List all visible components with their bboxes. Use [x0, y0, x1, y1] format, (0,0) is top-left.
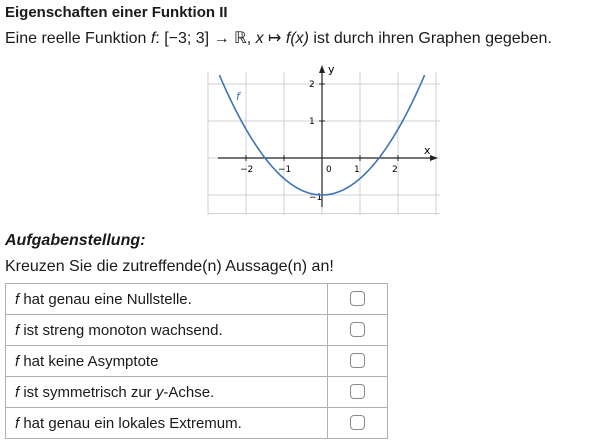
option-checkbox-cell	[328, 346, 388, 377]
option-checkbox[interactable]	[350, 384, 365, 399]
task-instruction: Kreuzen Sie die zutreffende(n) Aussage(n) an!	[5, 258, 334, 275]
option-statement: hat genau ein lokales Extremum.	[19, 414, 242, 432]
option-statement: ist symmetrisch zur	[19, 383, 156, 401]
option-checkbox[interactable]	[350, 353, 365, 368]
option-row	[6, 315, 388, 346]
answer-options-table	[5, 283, 388, 439]
graph-ticks	[240, 80, 398, 203]
option-func-name: f	[15, 321, 20, 339]
y-axis-label: y	[328, 63, 335, 76]
x-tick-label: 0	[326, 165, 332, 175]
x-axis-arrow	[430, 155, 438, 161]
x-tick-label: 1	[354, 165, 360, 175]
option-row	[6, 284, 388, 315]
option-text	[6, 377, 328, 408]
option-statement-end: -Achse.	[163, 383, 215, 401]
option-statement: hat keine Asymptote	[19, 352, 159, 370]
option-text	[6, 408, 328, 439]
y-tick-label: 2	[309, 80, 315, 90]
option-checkbox[interactable]	[350, 415, 365, 430]
graph-axes	[218, 65, 438, 207]
option-text	[6, 346, 328, 377]
x-axis-label: x	[424, 144, 431, 157]
y-tick-label: −1	[309, 193, 323, 203]
option-func-name: f	[15, 383, 20, 401]
option-func-name: f	[15, 414, 20, 432]
option-checkbox-cell	[328, 377, 388, 408]
task-heading: Aufgabenstellung:	[5, 232, 146, 249]
function-graph	[200, 62, 460, 222]
page-title: Eigenschaften einer Funktion II	[5, 4, 228, 21]
option-checkbox-cell	[328, 315, 388, 346]
intro-func-name: f	[150, 30, 156, 47]
option-row	[6, 408, 388, 439]
option-axis-name: y	[155, 383, 164, 401]
option-func-name: f	[15, 352, 20, 370]
option-row	[6, 346, 388, 377]
x-tick-label: 2	[392, 165, 398, 175]
y-tick-label: 1	[309, 117, 315, 127]
intro-var: x	[255, 30, 264, 47]
intro-arrow: ↦	[263, 30, 286, 47]
option-row	[6, 377, 388, 408]
intro-text	[5, 28, 552, 48]
option-text	[6, 315, 328, 346]
option-checkbox[interactable]	[350, 291, 365, 306]
option-checkbox-cell	[328, 408, 388, 439]
option-statement: hat genau eine Nullstelle.	[19, 290, 192, 308]
intro-prefix: Eine reelle Funktion	[5, 30, 151, 47]
curve-label: f	[236, 90, 240, 103]
graph-grid	[208, 72, 440, 215]
intro-mapping: : [−3; 3] → ℝ,	[155, 30, 256, 47]
intro-fx: f(x)	[285, 30, 309, 47]
option-checkbox-cell	[328, 284, 388, 315]
option-text	[6, 284, 328, 315]
x-tick-label: −1	[278, 165, 292, 175]
y-axis-arrow	[319, 65, 325, 73]
option-checkbox[interactable]	[350, 322, 365, 337]
x-tick-label: −2	[240, 165, 254, 175]
option-func-name: f	[15, 290, 20, 308]
option-statement: ist streng monoton wachsend.	[19, 321, 223, 339]
intro-suffix: ist durch ihren Graphen gegeben.	[308, 30, 552, 47]
